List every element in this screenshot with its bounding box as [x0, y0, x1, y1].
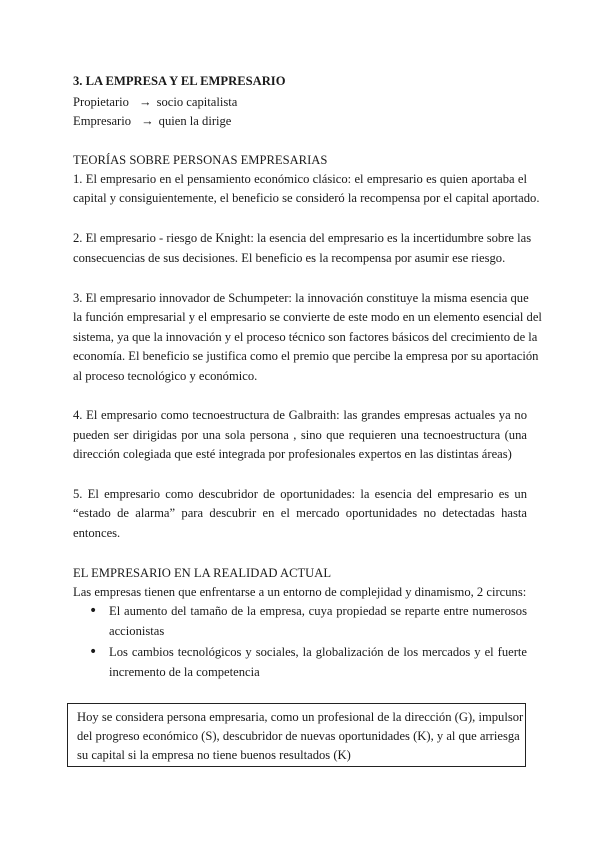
bullet-2-line-2: incremento de la competencia [109, 665, 260, 679]
role-empresario [73, 113, 231, 129]
role-term: Propietario [73, 95, 129, 109]
theory-1-line-2: capital y consiguientemente, el beneficio se consideró la recompensa por el capital aportado. [73, 191, 540, 205]
bullet-icon: • [89, 603, 98, 619]
theory-4-line-2: pueden ser dirigidas por una sola persona , sino que requieren una tecnoestructura (una [73, 428, 527, 442]
theories-heading: TEORÍAS SOBRE PERSONAS EMPRESARIAS [73, 153, 328, 167]
summary-line-3: su capital si la empresa no tiene buenos resultados (K) [77, 748, 351, 762]
summary-box [67, 703, 526, 767]
bullet-2-line-1: Los cambios tecnológicos y sociales, la globalización de los mercados y el fuerte [109, 645, 527, 659]
summary-line-1: Hoy se considera persona empresaria, como un profesional de la dirección (G), impulsor [77, 710, 524, 724]
theory-4-line-3: dirección colegiada que esté integrada por profesionales expertos en las distintas áreas) [73, 447, 512, 461]
theory-2-line-1: 2. El empresario - riesgo de Knight: la esencia del empresario es la incertidumbre sobre las [73, 231, 532, 245]
theory-3-line-2: la función empresarial y el empresario se convierte de este modo en un elemento esencial del [73, 310, 542, 324]
bullet-1-line-2: accionistas [109, 624, 165, 638]
bullet-icon: • [89, 644, 98, 660]
right-arrow-icon: → [138, 95, 152, 109]
theory-3-line-1: 3. El empresario innovador de Schumpeter: la innovación constituye la misma esencia que [73, 291, 529, 305]
theory-3-line-5: al proceso tecnológico y económico. [73, 369, 258, 383]
role-term: Empresario [73, 114, 132, 128]
theory-3-line-4: economía. El beneficio se justifica como el premio que percibe la empresa por su aportación [73, 349, 539, 363]
role-meaning: quien la dirige [158, 114, 232, 128]
role-propietario [73, 94, 237, 110]
theory-1-line-1: 1. El empresario en el pensamiento económico clásico: el empresario es quien aportaba el [73, 172, 527, 186]
right-arrow-icon: → [141, 114, 154, 128]
role-meaning: socio capitalista [156, 95, 238, 109]
reality-intro: Las empresas tienen que enfrentarse a un entorno de complejidad y dinamismo, 2 circuns: [73, 585, 527, 599]
summary-line-2: del progreso económico (S), descubridor de nuevas oportunidades (K), y al que arriesga [77, 729, 520, 743]
section-title: 3. LA EMPRESA Y EL EMPRESARIO [73, 74, 286, 88]
bullet-1-line-1: El aumento del tamaño de la empresa, cuya propiedad se reparte entre numerosos [109, 604, 527, 618]
theory-5-line-3: entonces. [73, 526, 121, 540]
theory-5-line-2: “estado de alarma” para descubrir en el mercado oportunidades no detectadas hasta [73, 506, 527, 520]
theory-5-line-1: 5. El empresario como descubridor de oportunidades: la esencia del empresario es un [73, 487, 527, 501]
theory-3-line-3: sistema, ya que la innovación y el proceso técnico son factores básicos del crecimiento de la [73, 330, 538, 344]
reality-heading: EL EMPRESARIO EN LA REALIDAD ACTUAL [73, 566, 332, 580]
theory-4-line-1: 4. El empresario como tecnoestructura de Galbraith: las grandes empresas actuales ya no [73, 408, 527, 422]
theory-2-line-2: consecuencias de sus decisiones. El beneficio es la recompensa por asumir ese riesgo. [73, 251, 506, 265]
